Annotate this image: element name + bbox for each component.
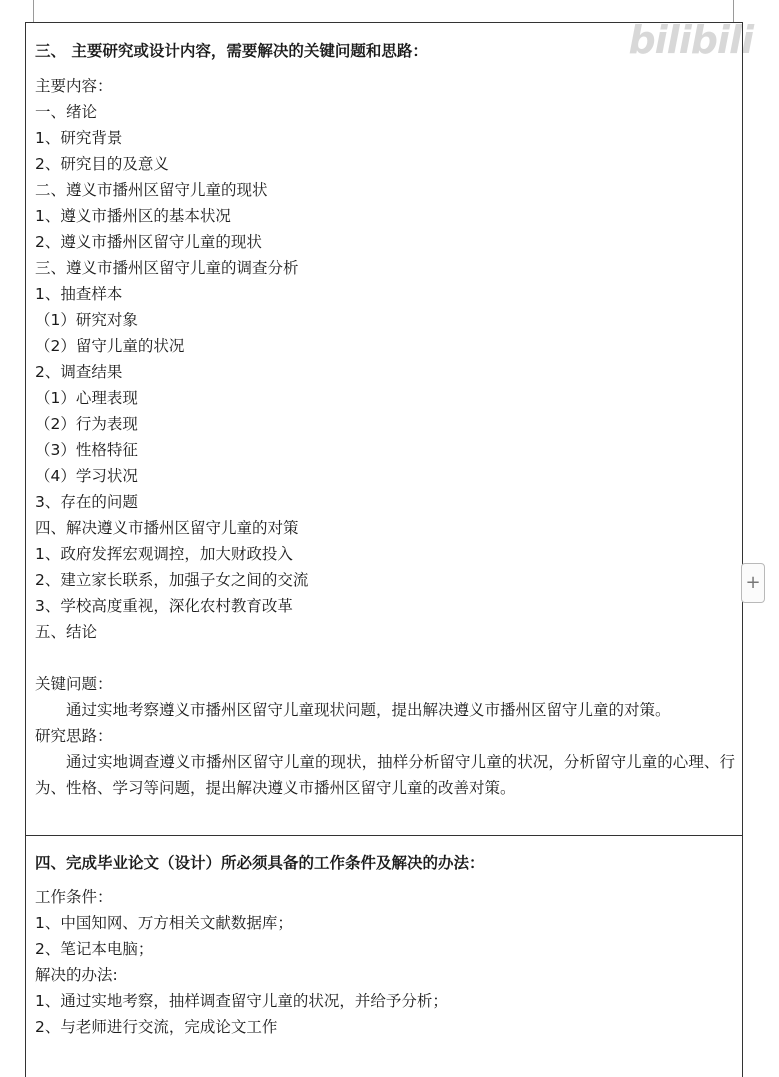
outline-item: 2、遵义市播州区留守儿童的现状 (35, 233, 262, 251)
research-idea-label: 研究思路： (35, 727, 113, 745)
section-4-heading: 四、完成毕业论文（设计）所必须具备的工作条件及解决的办法： (35, 854, 485, 872)
outline-item: （1）心理表现 (35, 389, 138, 407)
outline-item: 一、绪论 (35, 103, 98, 121)
main-content-label: 主要内容： (35, 77, 113, 95)
outline-item: 二、遵义市播州区留守儿童的现状 (35, 181, 268, 199)
conditions-label: 工作条件： (35, 888, 113, 906)
outline-item: 四、解决遵义市播州区留守儿童的对策 (35, 519, 299, 537)
solutions-label: 解决的办法: (35, 966, 118, 984)
outline-item: 1、遵义市播州区的基本状况 (35, 207, 231, 225)
section-3-cell[interactable] (26, 23, 742, 835)
outline-item: 3、学校高度重视，深化农村教育改革 (35, 597, 293, 615)
outline-item: 1、政府发挥宏观调控，加大财政投入 (35, 545, 293, 563)
outline-item: 2、调查结果 (35, 363, 123, 381)
key-problem-label: 关键问题： (35, 675, 113, 693)
outline-item: 三、遵义市播州区留守儿童的调查分析 (35, 259, 299, 277)
condition-item: 2、笔记本电脑； (35, 940, 154, 958)
outline-item: （3）性格特征 (35, 441, 138, 459)
section-3-heading: 三、 主要研究或设计内容，需要解决的关键问题和思路： (35, 42, 428, 60)
add-button[interactable]: + (741, 563, 765, 603)
section-4-cell[interactable] (26, 836, 742, 1077)
outline-item: 1、抽查样本 (35, 285, 123, 303)
page-margin-guide-left (33, 0, 34, 22)
outline-item: 3、存在的问题 (35, 493, 138, 511)
form-table (25, 22, 743, 1077)
watermark-logo: bilibili (628, 18, 753, 62)
outline-item: （2）行为表现 (35, 415, 138, 433)
outline-item: （4）学习状况 (35, 467, 138, 485)
research-idea-text: 通过实地调查遵义市播州区留守儿童的现状，抽样分析留守儿童的状况，分析留守儿童的心理、行为、性格、学习等问题，提出解决遵义市播州区留守儿童的改善对策。 (35, 753, 735, 797)
blank-line (35, 645, 733, 671)
outline-item: 2、研究目的及意义 (35, 155, 169, 173)
solution-item: 1、通过实地考察，抽样调查留守儿童的状况，并给予分析； (35, 992, 448, 1010)
outline-item: （1）研究对象 (35, 311, 138, 329)
outline-item: 2、建立家长联系，加强子女之间的交流 (35, 571, 309, 589)
outline-item: （2）留守儿童的状况 (35, 337, 185, 355)
outline-list (35, 73, 733, 645)
solution-item: 2、与老师进行交流，完成论文工作 (35, 1018, 278, 1036)
key-problem-text: 通过实地考察遵义市播州区留守儿童现状问题，提出解决遵义市播州区留守儿童的对策。 (66, 701, 671, 719)
outline-item: 五、结论 (35, 623, 98, 641)
condition-item: 1、中国知网、万方相关文献数据库； (35, 914, 293, 932)
outline-item: 1、研究背景 (35, 129, 123, 147)
